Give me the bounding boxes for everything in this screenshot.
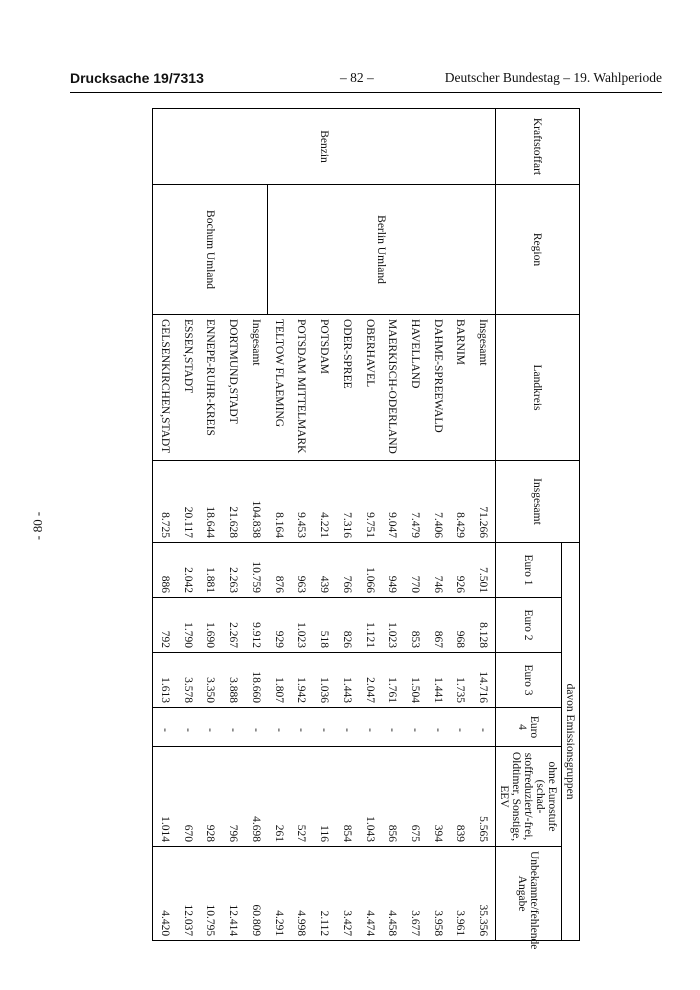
insgesamt-cell: 9.751	[358, 461, 381, 543]
insgesamt-cell: 7.406	[426, 461, 449, 543]
euro2-cell: 9.912	[244, 598, 267, 653]
euro3-cell: 3.888	[222, 653, 245, 708]
euro1-cell: 746	[426, 543, 449, 598]
col-euro4: Euro 4	[496, 708, 562, 747]
euro4-cell: -	[313, 708, 336, 747]
insgesamt-cell: 20.117	[176, 461, 199, 543]
euro1-cell: 2.042	[176, 543, 199, 598]
euro3-cell: 1.761	[381, 653, 404, 708]
euro2-cell: 518	[313, 598, 336, 653]
euro4-cell: -	[358, 708, 381, 747]
region-cell: Bochum Umland	[153, 185, 268, 315]
landkreis-cell: Insgesamt	[472, 315, 496, 461]
col-unbekannt: Unbekannte/fehlende Angabe	[496, 847, 562, 941]
euro3-cell: 3.578	[176, 653, 199, 708]
euro1-cell: 949	[381, 543, 404, 598]
euro2-cell: 1.790	[176, 598, 199, 653]
col-region: Region	[496, 185, 580, 315]
euro3-cell: 1.613	[153, 653, 177, 708]
euro2-cell: 853	[404, 598, 427, 653]
landkreis-cell: MAERKISCH-ODERLAND	[381, 315, 404, 461]
ohne-cell: 839	[449, 747, 472, 847]
table-body	[153, 109, 496, 941]
ohne-cell: 670	[176, 747, 199, 847]
ohne-cell: 675	[404, 747, 427, 847]
euro4-cell: -	[449, 708, 472, 747]
emission-table	[152, 108, 580, 950]
col-euro3: Euro 3	[496, 653, 562, 708]
landkreis-cell: BARNIM	[449, 315, 472, 461]
euro3-cell: 1.942	[290, 653, 313, 708]
euro4-cell: -	[222, 708, 245, 747]
euro1-cell: 439	[313, 543, 336, 598]
euro2-cell: 929	[267, 598, 290, 653]
unbekannt-cell: 4.291	[267, 847, 290, 941]
ohne-cell: 527	[290, 747, 313, 847]
euro1-cell: 963	[290, 543, 313, 598]
euro4-cell: -	[290, 708, 313, 747]
insgesamt-cell: 71.266	[472, 461, 496, 543]
euro3-cell: 18.660	[244, 653, 267, 708]
landkreis-cell: ODER-SPREE	[335, 315, 358, 461]
landkreis-cell: ENNEPE-RUHR-KREIS	[199, 315, 222, 461]
insgesamt-cell: 104.838	[244, 461, 267, 543]
euro4-cell: -	[244, 708, 267, 747]
euro4-cell: -	[199, 708, 222, 747]
euro2-cell: 867	[426, 598, 449, 653]
unbekannt-cell: 12.037	[176, 847, 199, 941]
euro4-cell: -	[153, 708, 177, 747]
euro2-cell: 1.023	[290, 598, 313, 653]
euro4-cell: -	[472, 708, 496, 747]
kraftstoffart-cell: Benzin	[153, 109, 496, 185]
unbekannt-cell: 4.458	[381, 847, 404, 941]
insgesamt-cell: 8.164	[267, 461, 290, 543]
euro1-cell: 770	[404, 543, 427, 598]
rotated-table-wrapper	[152, 108, 580, 950]
insgesamt-cell: 21.628	[222, 461, 245, 543]
unbekannt-cell: 4.998	[290, 847, 313, 941]
euro1-cell: 1.066	[358, 543, 381, 598]
unbekannt-cell: 3.961	[449, 847, 472, 941]
landkreis-cell: OBERHAVEL	[358, 315, 381, 461]
insgesamt-cell: 9.047	[381, 461, 404, 543]
unbekannt-cell: 2.112	[313, 847, 336, 941]
euro2-cell: 826	[335, 598, 358, 653]
insgesamt-cell: 18.644	[199, 461, 222, 543]
table-row	[244, 109, 267, 941]
landkreis-cell: TELTOW FLAEMING	[267, 315, 290, 461]
col-ohne-eurostufe: ohne Eurostufe (schad- stoffreduziert/-frei, Oldtimer, Sonstige, EEV	[496, 747, 562, 847]
insgesamt-cell: 4.221	[313, 461, 336, 543]
ohne-cell: 928	[199, 747, 222, 847]
header-row-top	[562, 109, 580, 941]
insgesamt-cell: 9.453	[290, 461, 313, 543]
unbekannt-cell: 3.958	[426, 847, 449, 941]
unbekannt-cell: 35.356	[472, 847, 496, 941]
landkreis-cell: POTSDAM MITTELMARK	[290, 315, 313, 461]
euro2-cell: 2.267	[222, 598, 245, 653]
euro4-cell: -	[176, 708, 199, 747]
ohne-cell: 4.698	[244, 747, 267, 847]
publisher: Deutscher Bundestag – 19. Wahlperiode	[444, 70, 662, 85]
euro1-cell: 7.501	[472, 543, 496, 598]
euro3-cell: 1.504	[404, 653, 427, 708]
euro3-cell: 1.441	[426, 653, 449, 708]
page-header	[70, 70, 662, 93]
document-number: Drucksache 19/7313	[70, 70, 204, 86]
col-landkreis: Landkreis	[496, 315, 580, 461]
unbekannt-cell: 3.677	[404, 847, 427, 941]
euro4-cell: -	[267, 708, 290, 747]
euro2-cell: 1.023	[381, 598, 404, 653]
euro2-cell: 1.690	[199, 598, 222, 653]
landkreis-cell: DORTMUND,STADT	[222, 315, 245, 461]
ohne-cell: 116	[313, 747, 336, 847]
landkreis-cell: DAHME-SPREEWALD	[426, 315, 449, 461]
table-row	[472, 109, 496, 941]
euro4-cell: -	[335, 708, 358, 747]
ohne-cell: 1.014	[153, 747, 177, 847]
col-insgesamt: Insgesamt	[496, 461, 580, 543]
unbekannt-cell: 10.795	[199, 847, 222, 941]
insgesamt-cell: 8.429	[449, 461, 472, 543]
euro4-cell: -	[404, 708, 427, 747]
unbekannt-cell: 4.420	[153, 847, 177, 941]
page-number: – 82 –	[340, 70, 374, 85]
ohne-cell: 394	[426, 747, 449, 847]
region-cell: Berlin Umland	[267, 185, 495, 315]
col-euro2: Euro 2	[496, 598, 562, 653]
euro3-cell: 3.350	[199, 653, 222, 708]
euro3-cell: 1.735	[449, 653, 472, 708]
page-marker: - 80 -	[30, 511, 45, 540]
ohne-cell: 261	[267, 747, 290, 847]
landkreis-cell: POTSDAM	[313, 315, 336, 461]
euro1-cell: 766	[335, 543, 358, 598]
euro4-cell: -	[381, 708, 404, 747]
insgesamt-cell: 8.725	[153, 461, 177, 543]
euro3-cell: 1.036	[313, 653, 336, 708]
euro1-cell: 886	[153, 543, 177, 598]
ohne-cell: 1.043	[358, 747, 381, 847]
landkreis-cell: ESSEN,STADT	[176, 315, 199, 461]
insgesamt-cell: 7.316	[335, 461, 358, 543]
euro4-cell: -	[426, 708, 449, 747]
euro1-cell: 1.881	[199, 543, 222, 598]
landkreis-cell: Insgesamt	[244, 315, 267, 461]
col-davon: davon Emissionsgruppen	[562, 543, 580, 941]
euro3-cell: 14.716	[472, 653, 496, 708]
landkreis-cell: GELSENKIRCHEN,STADT	[153, 315, 177, 461]
euro2-cell: 8.128	[472, 598, 496, 653]
unbekannt-cell: 3.427	[335, 847, 358, 941]
col-kraftstoffart: Kraftstoffart	[496, 109, 580, 185]
unbekannt-cell: 4.474	[358, 847, 381, 941]
euro3-cell: 1.443	[335, 653, 358, 708]
euro3-cell: 2.047	[358, 653, 381, 708]
euro1-cell: 2.263	[222, 543, 245, 598]
euro2-cell: 792	[153, 598, 177, 653]
euro2-cell: 1.121	[358, 598, 381, 653]
euro3-cell: 1.807	[267, 653, 290, 708]
euro1-cell: 10.759	[244, 543, 267, 598]
ohne-cell: 856	[381, 747, 404, 847]
euro1-cell: 876	[267, 543, 290, 598]
ohne-cell: 854	[335, 747, 358, 847]
unbekannt-cell: 12.414	[222, 847, 245, 941]
euro2-cell: 968	[449, 598, 472, 653]
unbekannt-cell: 60.809	[244, 847, 267, 941]
landkreis-cell: HAVELLAND	[404, 315, 427, 461]
col-euro1: Euro 1	[496, 543, 562, 598]
euro1-cell: 926	[449, 543, 472, 598]
ohne-cell: 5.565	[472, 747, 496, 847]
insgesamt-cell: 7.479	[404, 461, 427, 543]
ohne-cell: 796	[222, 747, 245, 847]
